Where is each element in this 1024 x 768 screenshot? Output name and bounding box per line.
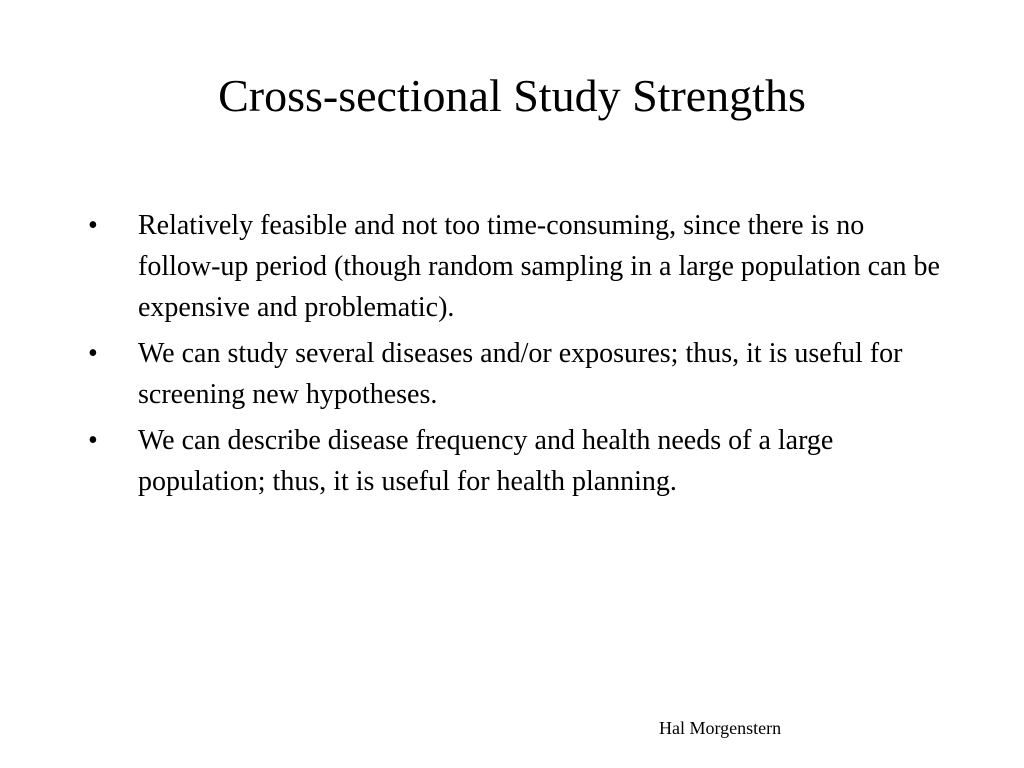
bullet-text: We can study several diseases and/or exposures; thus, it is useful for screening new hypotheses. — [138, 338, 903, 410]
bullet-list — [88, 205, 948, 507]
bullet-item — [88, 205, 948, 328]
footer-author: Hal Morgenstern — [659, 718, 782, 738]
bullet-text: Relatively feasible and not too time-consuming, since there is no follow-up period (though random sampling in a large population can be expensive and problematic). — [138, 210, 940, 323]
bullet-mark: • — [88, 338, 98, 369]
slide-title: Cross-sectional Study Strengths — [218, 70, 806, 121]
bullet-text: We can describe disease frequency and health needs of a large population; thus, it is useful for health planning. — [138, 425, 834, 497]
bullet-mark: • — [88, 425, 98, 456]
bullet-item — [88, 333, 948, 415]
bullet-mark: • — [88, 210, 98, 241]
bullet-item — [88, 420, 948, 502]
